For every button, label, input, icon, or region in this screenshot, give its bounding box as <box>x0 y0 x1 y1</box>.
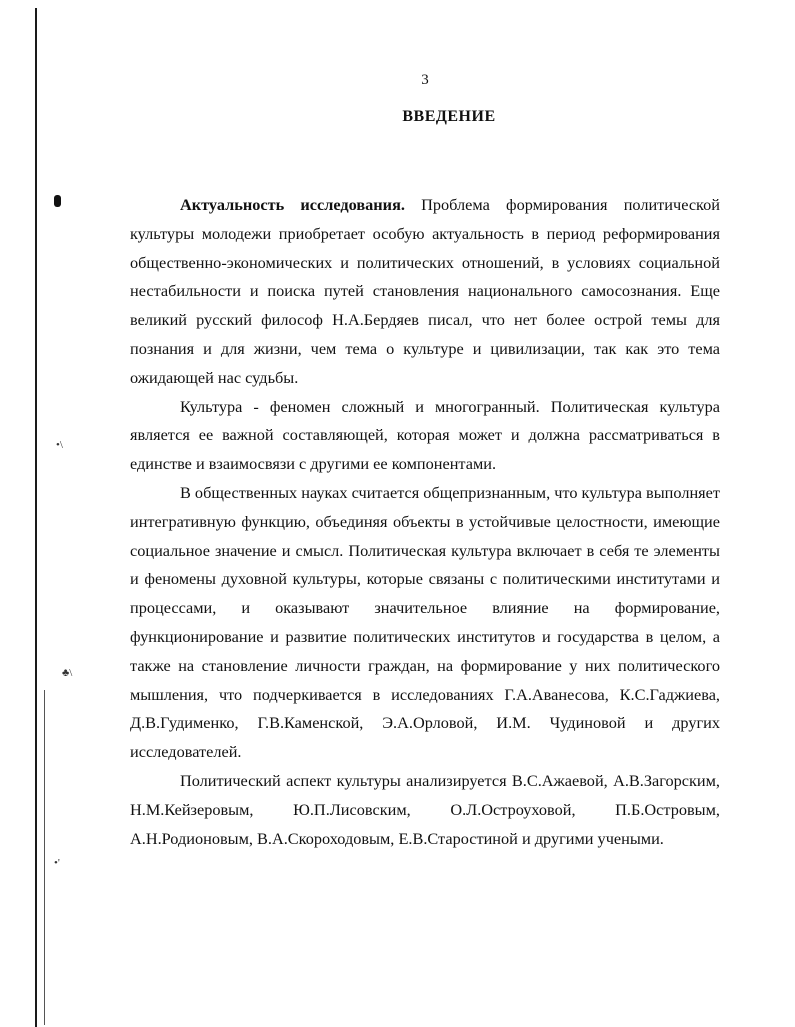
body-text <box>130 191 720 853</box>
scan-binding-line-faint <box>44 690 45 1025</box>
paragraph-culture: Культура - феномен сложный и многогранный. Политическая культура является ее важной составляющей, которая может и должна рассматриваться в единстве и взаимосвязи с другими ее компонентами. <box>130 396 720 474</box>
paragraph-relevance <box>130 191 720 393</box>
page-title: ВВЕДЕНИЕ <box>402 108 496 125</box>
scan-speck: ♣\ <box>62 667 73 679</box>
scan-speck: •\ <box>56 439 63 451</box>
paragraph-lead: Актуальность исследования. <box>180 195 405 214</box>
scan-speck: •' <box>54 857 60 869</box>
page-number: 3 <box>421 72 429 88</box>
paragraph-text: Проблема формирования политической культуры молодежи приобретает особую актуальность в период реформирования общественно-экономических и политических отношений, в условиях социальной нестабильности и поиска путей становления национального самосознания. Еще великий русский философ Н.А.Бердяев писал, что нет более острой темы для познания и для жизни, чем тема о культуре и цивилизации, так как это тема ожидающей нас судьбы. <box>130 195 720 387</box>
paragraph-social-sciences: В общественных науках считается общепризнанным, что культура выполняет интегративную функцию, объединяя объекты в устойчивые целостности, имеющие социальное значение и смысл. Политическая культура включает в себя те элементы и феномены духовной культуры, которые связаны с политическими институтами и процессами, и оказывают значительное влияние на формирование, функционирование и развитие политических институтов и государства в целом, а также на становление личности граждан, на формирование у них политического мышления, что подчеркивается в исследованиях Г.А.Аванесова, К.С.Гаджиева, Д.В.Гудименко, Г.В.Каменской, Э.А.Орловой, И.М. Чудиновой и других исследователей. <box>130 482 720 762</box>
scan-binding-line <box>35 8 37 1027</box>
paragraph-political-aspect: Политический аспект культуры анализируется В.С.Ажаевой, А.В.Загорским, Н.М.Кейзеровым, Ю.П.Лисовским, О.Л.Остроуховой, П.Б.Островым, А.Н.Родионовым, В.А.Скороходовым, Е.В.Старостиной и другими учеными. <box>130 770 720 848</box>
scan-punch-mark <box>54 195 61 207</box>
